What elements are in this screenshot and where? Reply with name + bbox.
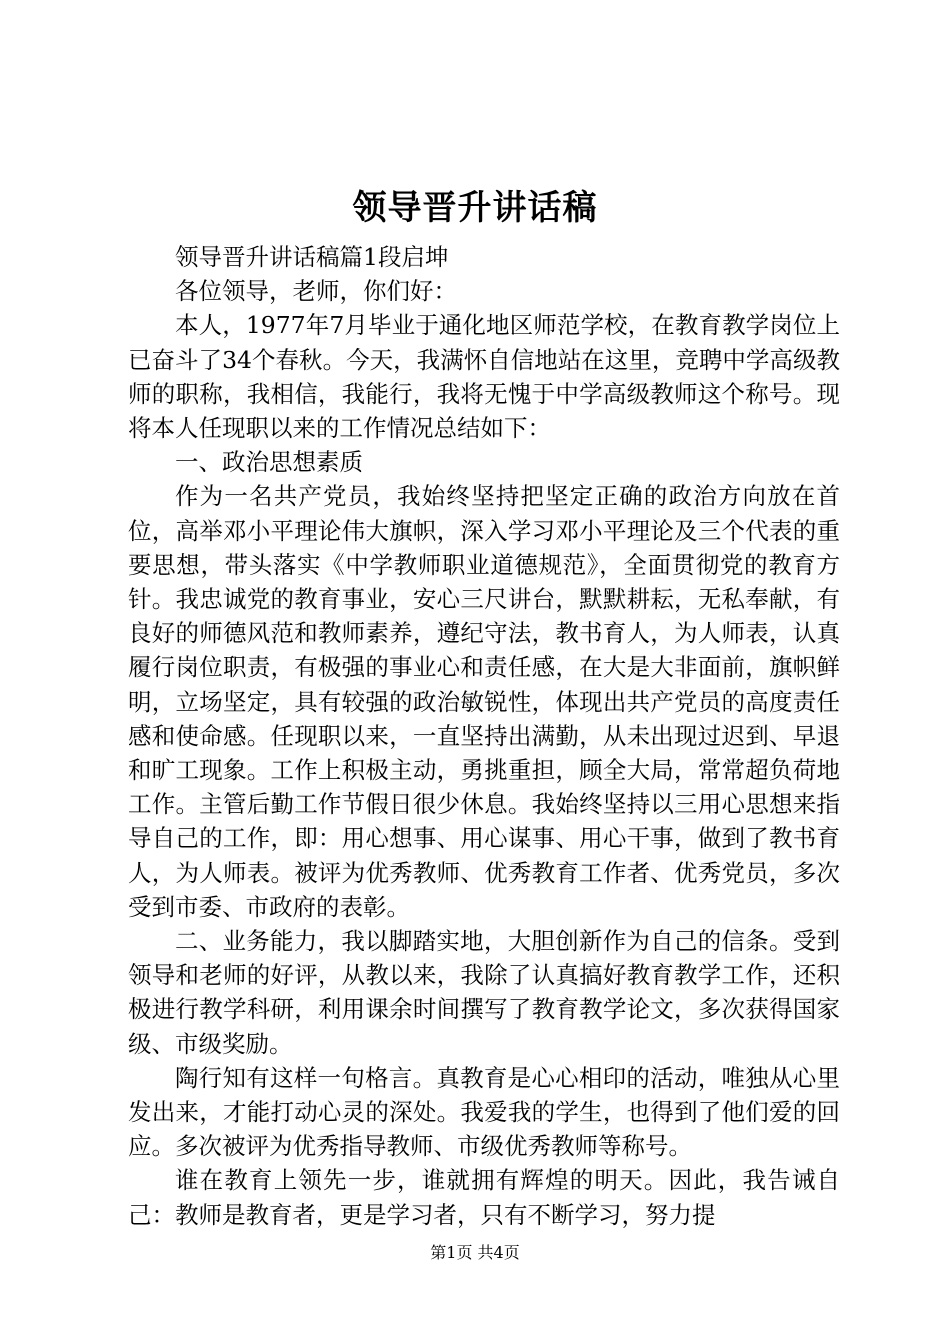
page-footer: 第1页 共4页 xyxy=(430,1243,520,1262)
paragraph-leading-education: 谁在教育上领先一步，谁就拥有辉煌的明天。因此，我告诫自己：教师是教育者，更是学习者，只有不断学习，努力提 xyxy=(128,1166,840,1229)
paragraph-business-ability: 二、业务能力，我以脚踏实地，大胆创新作为自己的信条。受到领导和老师的好评，从教以来，我除了认真搞好教育教学工作，还积极进行教学科研，利用课余时间撰写了教育教学论文，多次获得国家级、市级奖励。 xyxy=(128,927,840,1058)
paragraph-tao-xingzhi-quote: 陶行知有这样一句格言。真教育是心心相印的活动，唯独从心里发出来，才能打动心灵的深处。我爱我的学生，也得到了他们爱的回应。多次被评为优秀指导教师、市级优秀教师等称号。 xyxy=(128,1063,840,1161)
document-body xyxy=(128,240,840,1232)
section-heading-political: 一、政治思想素质 xyxy=(175,448,363,477)
document-title: 领导晋升讲话稿 xyxy=(352,188,598,228)
paragraph-political-quality: 作为一名共产党员，我始终坚持把坚定正确的政治方向放在首位，高举邓小平理论伟大旗帜，深入学习邓小平理论及三个代表的重要思想，带头落实《中学教师职业道德规范》，全面贯彻党的教育方针。我忠诚党的教育事业，安心三尺讲台，默默耕耘，无私奉献，有良好的师德风范和教师素养，遵纪守法，教书育人，为人师表，认真履行岗位职责，有极强的事业心和责任感，在大是大非面前，旗帜鲜明，立场坚定，具有较强的政治敏锐性，体现出共产党员的高度责任感和使命感。任现职以来，一直坚持出满勤，从未出现过迟到、早退和旷工现象。工作上积极主动，勇挑重担，顾全大局，常常超负荷地工作。主管后勤工作节假日很少休息。我始终坚持以三用心思想来指导自己的工作，即：用心想事、用心谋事、用心干事，做到了教书育人，为人师表。被评为优秀教师、优秀教育工作者、优秀党员，多次受到市委、市政府的表彰。 xyxy=(128,482,840,921)
paragraph-heading-line: 领导晋升讲话稿篇1段启坤 xyxy=(175,243,449,271)
paragraph-introduction: 本人，1977年7月毕业于通化地区师范学校，在教育教学岗位上已奋斗了34个春秋。今天，我满怀自信地站在这里，竞聘中学高级教师的职称，我相信，我能行，我将无愧于中学高级教师这个称号。现将本人任现职以来的工作情况总结如下： xyxy=(128,311,840,443)
paragraph-greeting: 各位领导，老师，你们好： xyxy=(175,277,457,306)
